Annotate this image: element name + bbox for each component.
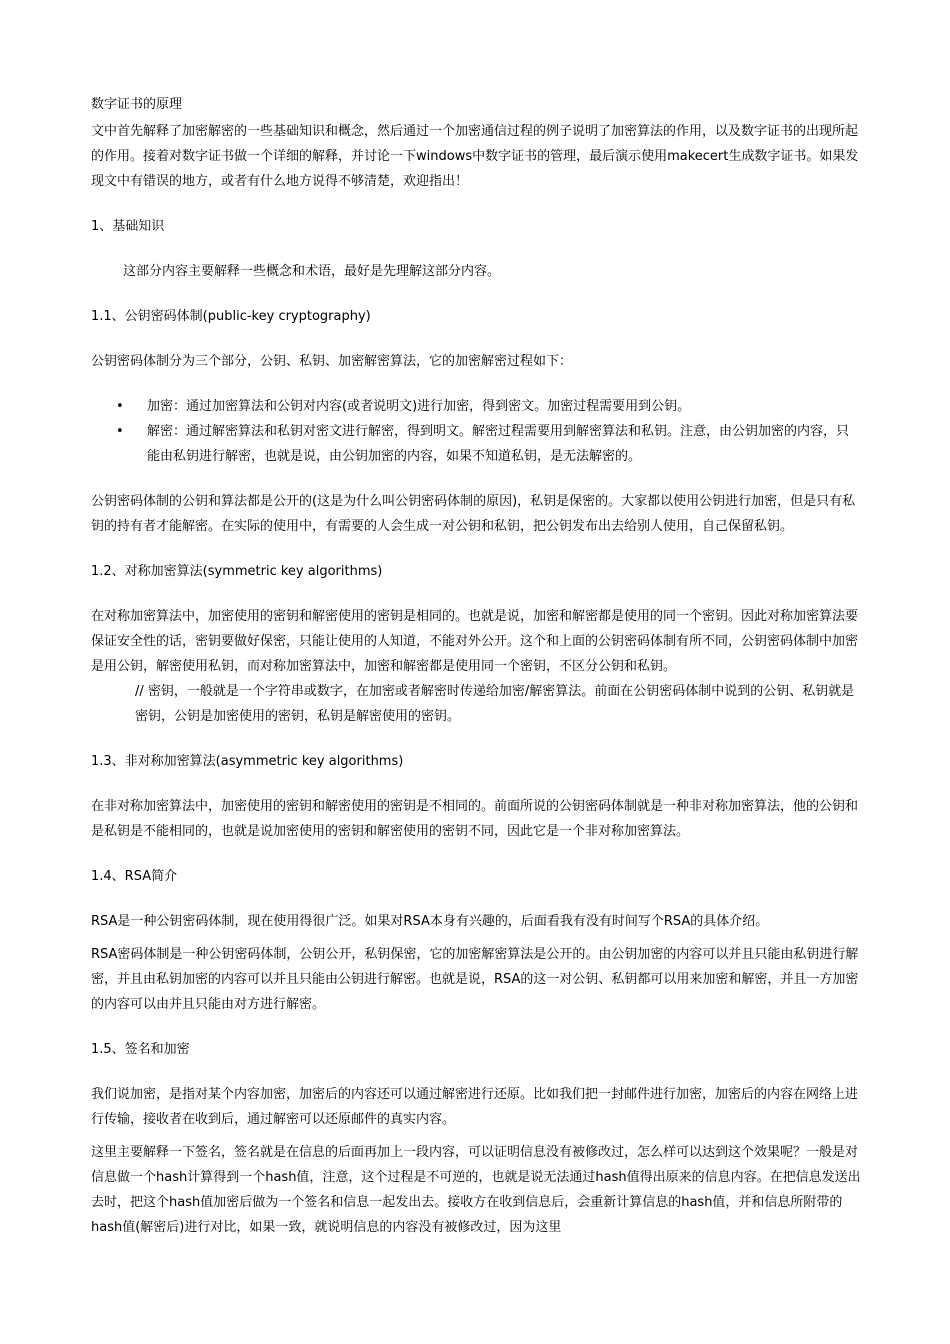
intro-paragraph: 文中首先解释了加密解密的一些基础知识和概念，然后通过一个加密通信过程的例子说明了加密算法的作用，以及数字证书的出现所起的作用。接着对数字证书做一个详细的解释，并讨论一下windows中数字证书的管理，最后演示使用makecert生成数字证书。如果发现文中有错误的地方，或者有什么地方说得不够清楚，欢迎指出！: [91, 124, 859, 189]
section-1-1-paragraph-1: 公钥密码体制分为三个部分，公钥、私钥、加密解密算法，它的加密解密过程如下：: [91, 354, 573, 369]
section-1-5-paragraph-2: 这里主要解释一下签名，签名就是在信息的后面再加上一段内容，可以证明信息没有被修改过，怎么样可以达到这个效果呢？一般是对信息做一个hash计算得到一个hash值，注意，这个过程是不可逆的，也就是说无法通过hash值得出原来的信息内容。在把信息发送出去时，把这个hash值加密后做为一个签名和信息一起发出去。接收方在收到信息后，会重新计算信息的hash值，并和信息所附带的hash值(解密后)进行对比，如果一致，就说明信息的内容没有被修改过，因为这里: [91, 1145, 861, 1235]
section-1-heading: 1、基础知识: [91, 219, 165, 234]
section-1-5-heading: 1.5、签名和加密: [91, 1042, 190, 1057]
bullet-1-text: 加密：通过加密算法和公钥对内容(或者说明文)进行加密，得到密文。加密过程需要用到公钥。: [147, 399, 691, 414]
section-1-4-paragraph-2: RSA密码体制是一种公钥密码体制，公钥公开，私钥保密，它的加密解密算法是公开的。由公钥加密的内容可以并且只能由私钥进行解密，并且由私钥加密的内容可以并且只能由公钥进行解密。也就是说，RSA的这一对公钥、私钥都可以用来加密和解密，并且一方加密的内容可以由并且只能由对方进行解密。: [91, 947, 859, 1012]
document-page: [91, 92, 861, 1240]
list-item: [116, 394, 861, 419]
list-item: [116, 419, 861, 469]
bullet-icon: •: [116, 424, 124, 439]
section-1-2-paragraph-2: // 密钥，一般就是一个字符串或数字，在加密或者解密时传递给加密/解密算法。前面在公钥密码体制中说到的公钥、私钥就是密钥，公钥是加密使用的密钥，私钥是解密使用的密钥。: [135, 684, 855, 724]
section-1-4-heading: 1.4、RSA简介: [91, 869, 178, 884]
section-1-5-paragraph-1: 我们说加密，是指对某个内容加密，加密后的内容还可以通过解密进行还原。比如我们把一封邮件进行加密，加密后的内容在网络上进行传输，接收者在收到后，通过解密可以还原邮件的真实内容。: [91, 1087, 859, 1127]
section-1-1-heading: 1.1、公钥密码体制(public-key cryptography): [91, 309, 371, 324]
bullet-icon: •: [116, 399, 124, 414]
bullet-2-text: 解密：通过解密算法和私钥对密文进行解密，得到明文。解密过程需要用到解密算法和私钥。注意，由公钥加密的内容，只能由私钥进行解密，也就是说，由公钥加密的内容，如果不知道私钥，是无法解密的。: [147, 424, 850, 464]
section-1-2-paragraph-1: 在对称加密算法中，加密使用的密钥和解密使用的密钥是相同的。也就是说，加密和解密都是使用的同一个密钥。因此对称加密算法要保证安全性的话，密钥要做好保密，只能让使用的人知道，不能对外公开。这个和上面的公钥密码体制有所不同，公钥密码体制中加密是用公钥，解密使用私钥，而对称加密算法中，加密和解密都是使用同一个密钥，不区分公钥和私钥。: [91, 609, 859, 674]
section-1-1-paragraph-2: 公钥密码体制的公钥和算法都是公开的(这是为什么叫公钥密码体制的原因)，私钥是保密的。大家都以使用公钥进行加密，但是只有私钥的持有者才能解密。在实际的使用中，有需要的人会生成一对公钥和私钥，把公钥发布出去给别人使用，自己保留私钥。: [91, 494, 856, 534]
doc-title: 数字证书的原理: [91, 97, 183, 112]
section-1-3-paragraph-1: 在非对称加密算法中，加密使用的密钥和解密使用的密钥是不相同的。前面所说的公钥密码体制就是一种非对称加密算法，他的公钥和是私钥是不能相同的，也就是说加密使用的密钥和解密使用的密钥不同，因此它是一个非对称加密算法。: [91, 799, 859, 839]
section-1-3-heading: 1.3、非对称加密算法(asymmetric key algorithms): [91, 754, 404, 769]
section-1-2-heading: 1.2、对称加密算法(symmetric key algorithms): [91, 564, 383, 579]
section-1-1-bullet-list: [91, 394, 861, 469]
section-1-text: 这部分内容主要解释一些概念和术语，最好是先理解这部分内容。: [123, 264, 501, 279]
section-1-4-paragraph-1: RSA是一种公钥密码体制，现在使用得很广泛。如果对RSA本身有兴趣的，后面看我有没有时间写个RSA的具体介绍。: [91, 914, 769, 929]
